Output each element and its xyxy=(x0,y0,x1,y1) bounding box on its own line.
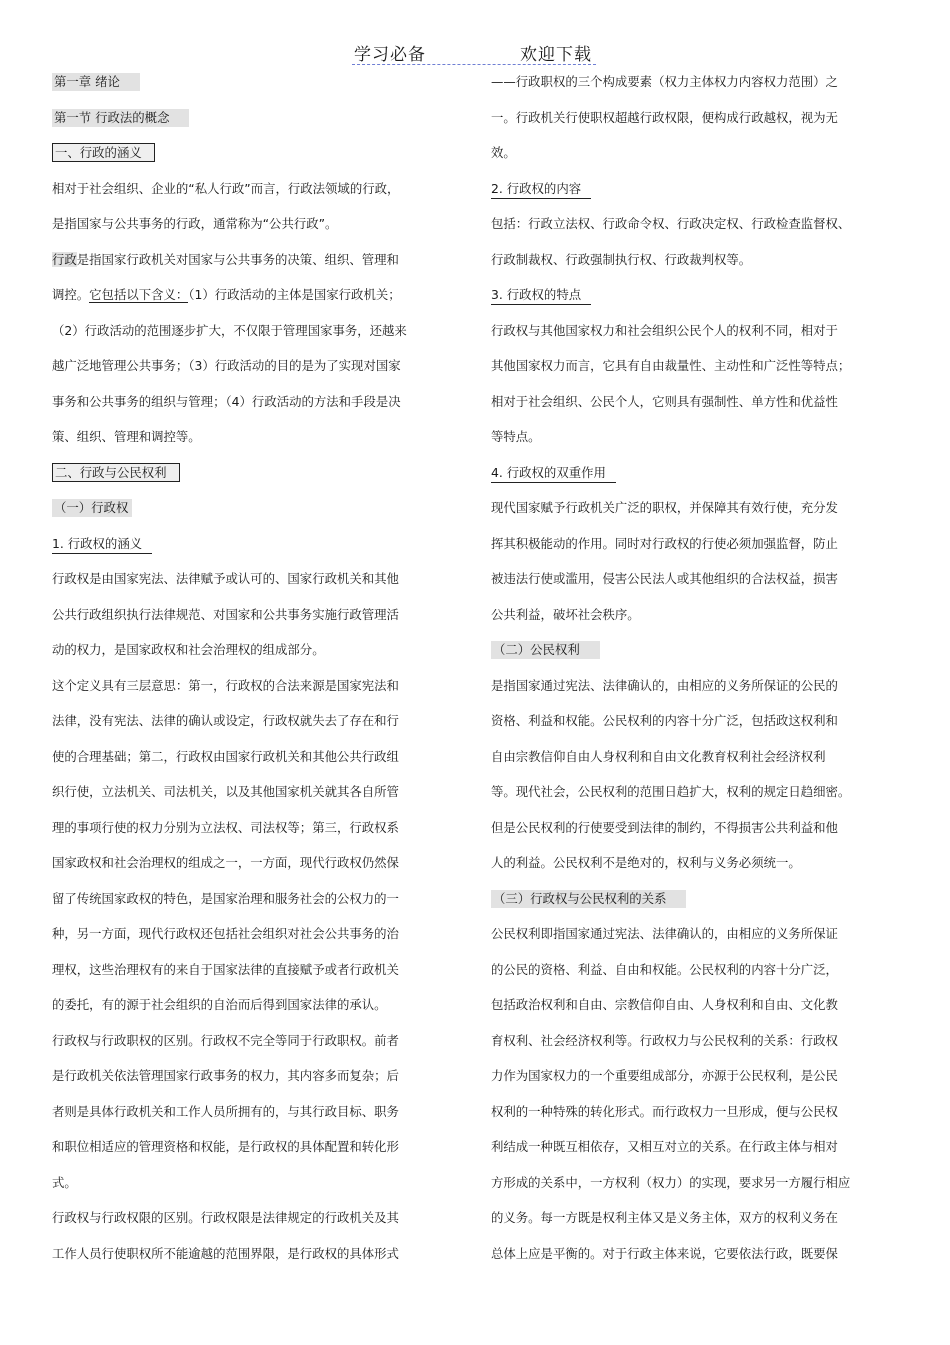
text-line: 力作为国家权力的一个重要组成部分，亦源于公民权利，是公民 xyxy=(491,1068,838,1083)
text-line: 事务和公共事务的组织与管理；（4）行政活动的方法和手段是决 xyxy=(52,393,401,409)
text-line: 是指国家与公共事务的行政，通常称为“公共行政”。 xyxy=(52,216,338,231)
text-line: 自由宗教信仰自由人身权利和自由文化教育权利社会经济权利 xyxy=(491,748,826,764)
text-line: 使的合理基础；第二，行政权由国家行政机关和其他公共行政组 xyxy=(52,748,399,764)
text-line: 国家政权和社会治理权的组成之一，一方面，现代行政权仍然保 xyxy=(52,855,399,870)
text-line: 人的利益。公民权利不是绝对的，权利与义务必须统一。 xyxy=(491,855,801,870)
page-header xyxy=(352,40,596,65)
text-line: 效。 xyxy=(491,145,516,160)
text-line: 育权利、社会经济权利等。行政权力与公民权利的关系：行政权 xyxy=(491,1032,838,1048)
subheading-power-content: 2. 行政权的内容 xyxy=(491,180,591,199)
header-right-text: 欢迎下载 xyxy=(520,45,592,65)
text-line: 公共行政组织执行法律规范、对国家和公共事务实施行政管理活 xyxy=(52,606,399,622)
text-line: 其他国家权力而言，它具有自由裁量性、主动性和广泛性等特点； xyxy=(491,358,851,373)
text-line: 权利的一种特殊的转化形式。而行政权力一旦形成，便与公民权 xyxy=(491,1103,838,1119)
text-line: 包括政治权利和自由、宗教信仰自由、人身权利和自由、文化教 xyxy=(491,997,838,1012)
text-line: 被违法行使或滥用，侵害公民法人或其他组织的合法权益，损害 xyxy=(491,571,838,586)
text-line: 等。现代社会，公民权利的范围日趋扩大，权利的规定日趋细密。 xyxy=(491,784,851,799)
text-line: （2）行政活动的范围逐步扩大，不仅限于管理国家事务，还越来 xyxy=(52,322,407,338)
text-line: 种，另一方面，现代行政权还包括社会组织对社会公共事务的治 xyxy=(52,926,399,941)
text-line: 相对于社会组织、企业的“私人行政”而言，行政法领域的行政， xyxy=(52,180,400,196)
text-line: 动的权力，是国家政权和社会治理权的组成部分。 xyxy=(52,642,325,657)
text-line: 留了传统国家政权的特色，是国家治理和服务社会的公权力的一 xyxy=(52,890,399,906)
subheading-power-rights-relation: （三）行政权与公民权利的关系 xyxy=(491,890,686,908)
right-column xyxy=(491,70,901,1277)
text-line: 公民权利即指国家通过宪法、法律确认的，由相应的义务所保证 xyxy=(491,926,838,941)
text-line: 行政权是由国家宪法、法律赋予或认可的、国家行政机关和其他 xyxy=(52,571,399,586)
text-line: 包括：行政立法权、行政命令权、行政决定权、行政检查监督权、 xyxy=(491,216,851,231)
text-line: 总体上应是平衡的。对于行政主体来说，它要依法行政，既要保 xyxy=(491,1245,838,1261)
subheading-power-meaning: 1. 行政权的涵义 xyxy=(52,535,152,554)
text-line: 行政权与行政职权的区别。行政权不完全等同于行政职权。前者 xyxy=(52,1032,399,1048)
chapter-heading: 第一章 绪论 xyxy=(52,73,140,91)
text-line: 工作人员行使职权所不能逾越的范围界限，是行政权的具体形式 xyxy=(52,1245,399,1261)
text-line: 资格、利益和权能。公民权利的内容十分广泛，包括政这权利和 xyxy=(491,713,838,728)
subheading-citizen-rights: （二）公民权利 xyxy=(491,641,600,659)
text-line: 理的事项行使的权力分别为立法权、司法权等；第三，行政权系 xyxy=(52,819,399,835)
text-line: 是指国家通过宪法、法律确认的，由相应的义务所保证的公民的 xyxy=(491,677,838,693)
text-line: 织行使，立法机关、司法机关，以及其他国家机关就其各自所管 xyxy=(52,784,399,799)
text-line: 者则是具体行政机关和工作人员所拥有的，与其行政目标、职务 xyxy=(52,1103,399,1119)
text-line: 法律，没有宪法、法律的确认或设定，行政权就失去了存在和行 xyxy=(52,713,399,728)
text-line: 的公民的资格、利益、自由和权能。公民权利的内容十分广泛， xyxy=(491,961,838,977)
heading-admin-and-rights: 二、行政与公民权利 xyxy=(52,463,180,482)
text-line: 的委托，有的源于社会组织的自治而后得到国家法律的承认。 xyxy=(52,997,387,1012)
text-line: ——行政职权的三个构成要素（权力主体权力内容权力范围）之 xyxy=(491,74,838,89)
definition-line xyxy=(52,248,462,284)
text-line: 是行政机关依法管理国家行政事务的权力，其内容多而复杂；后 xyxy=(52,1068,399,1083)
term-highlight: 行政 xyxy=(52,251,77,267)
text-line: 公共利益，破坏社会秩序。 xyxy=(491,606,640,622)
header-left-text: 学习必备 xyxy=(354,45,426,65)
text-line: 行政权与行政权限的区别。行政权限是法律规定的行政机关及其 xyxy=(52,1210,399,1225)
definition-line xyxy=(52,283,462,319)
subheading-admin-power: （一）行政权 xyxy=(52,499,132,517)
text-line: 挥其积极能动的作用。同时对行政权的行使必须加强监督，防止 xyxy=(491,535,838,551)
text-line: 行政制裁权、行政强制执行权、行政裁判权等。 xyxy=(491,251,752,267)
underlined-text: 它包括以下含义： xyxy=(89,287,189,302)
subheading-dual-role: 4. 行政权的双重作用 xyxy=(491,464,616,483)
text-line: 方形成的关系中，一方权利（权力）的实现，要求另一方履行相应 xyxy=(491,1174,851,1190)
heading-admin-meaning: 一、行政的涵义 xyxy=(52,143,155,162)
text-line: 利结成一种既互相依存，又相互对立的关系。在行政主体与相对 xyxy=(491,1139,838,1154)
text-line: 现代国家赋予行政机关广泛的职权，并保障其有效行使，充分发 xyxy=(491,500,838,515)
text-line: 行政权与其他国家权力和社会组织公民个人的权利不同，相对于 xyxy=(491,322,838,338)
text-line: 一。行政机关行使职权超越行政权限，便构成行政越权，视为无 xyxy=(491,109,838,125)
text-line: 和职位相适应的管理资格和权能，是行政权的具体配置和转化形 xyxy=(52,1139,399,1154)
text-line: 策、组织、管理和调控等。 xyxy=(52,429,201,444)
text-line: 式。 xyxy=(52,1174,77,1190)
subheading-power-features: 3. 行政权的特点 xyxy=(491,286,591,305)
text-line: 越广泛地管理公共事务；（3）行政活动的目的是为了实现对国家 xyxy=(52,358,401,373)
text-line: 理权，这些治理权有的来自于国家法律的直接赋予或者行政机关 xyxy=(52,961,399,977)
text-line: 等特点。 xyxy=(491,429,541,444)
text-span: 是指国家行政机关对国家与公共事务的决策、组织、管理和 xyxy=(76,251,399,267)
text-line: 相对于社会组织、公民个人，它则具有强制性、单方性和优益性 xyxy=(491,393,838,409)
text-span: （1）行政活动的主体是国家行政机关； xyxy=(188,287,401,302)
text-line: 的义务。每一方既是权利主体又是义务主体，双方的权利义务在 xyxy=(491,1210,838,1225)
left-column xyxy=(52,70,462,1277)
text-line: 这个定义具有三层意思：第一，行政权的合法来源是国家宪法和 xyxy=(52,677,399,693)
text-span: 调控。 xyxy=(52,287,90,302)
section-heading: 第一节 行政法的概念 xyxy=(52,109,189,127)
text-line: 但是公民权利的行使要受到法律的制约，不得损害公共利益和他 xyxy=(491,819,838,835)
